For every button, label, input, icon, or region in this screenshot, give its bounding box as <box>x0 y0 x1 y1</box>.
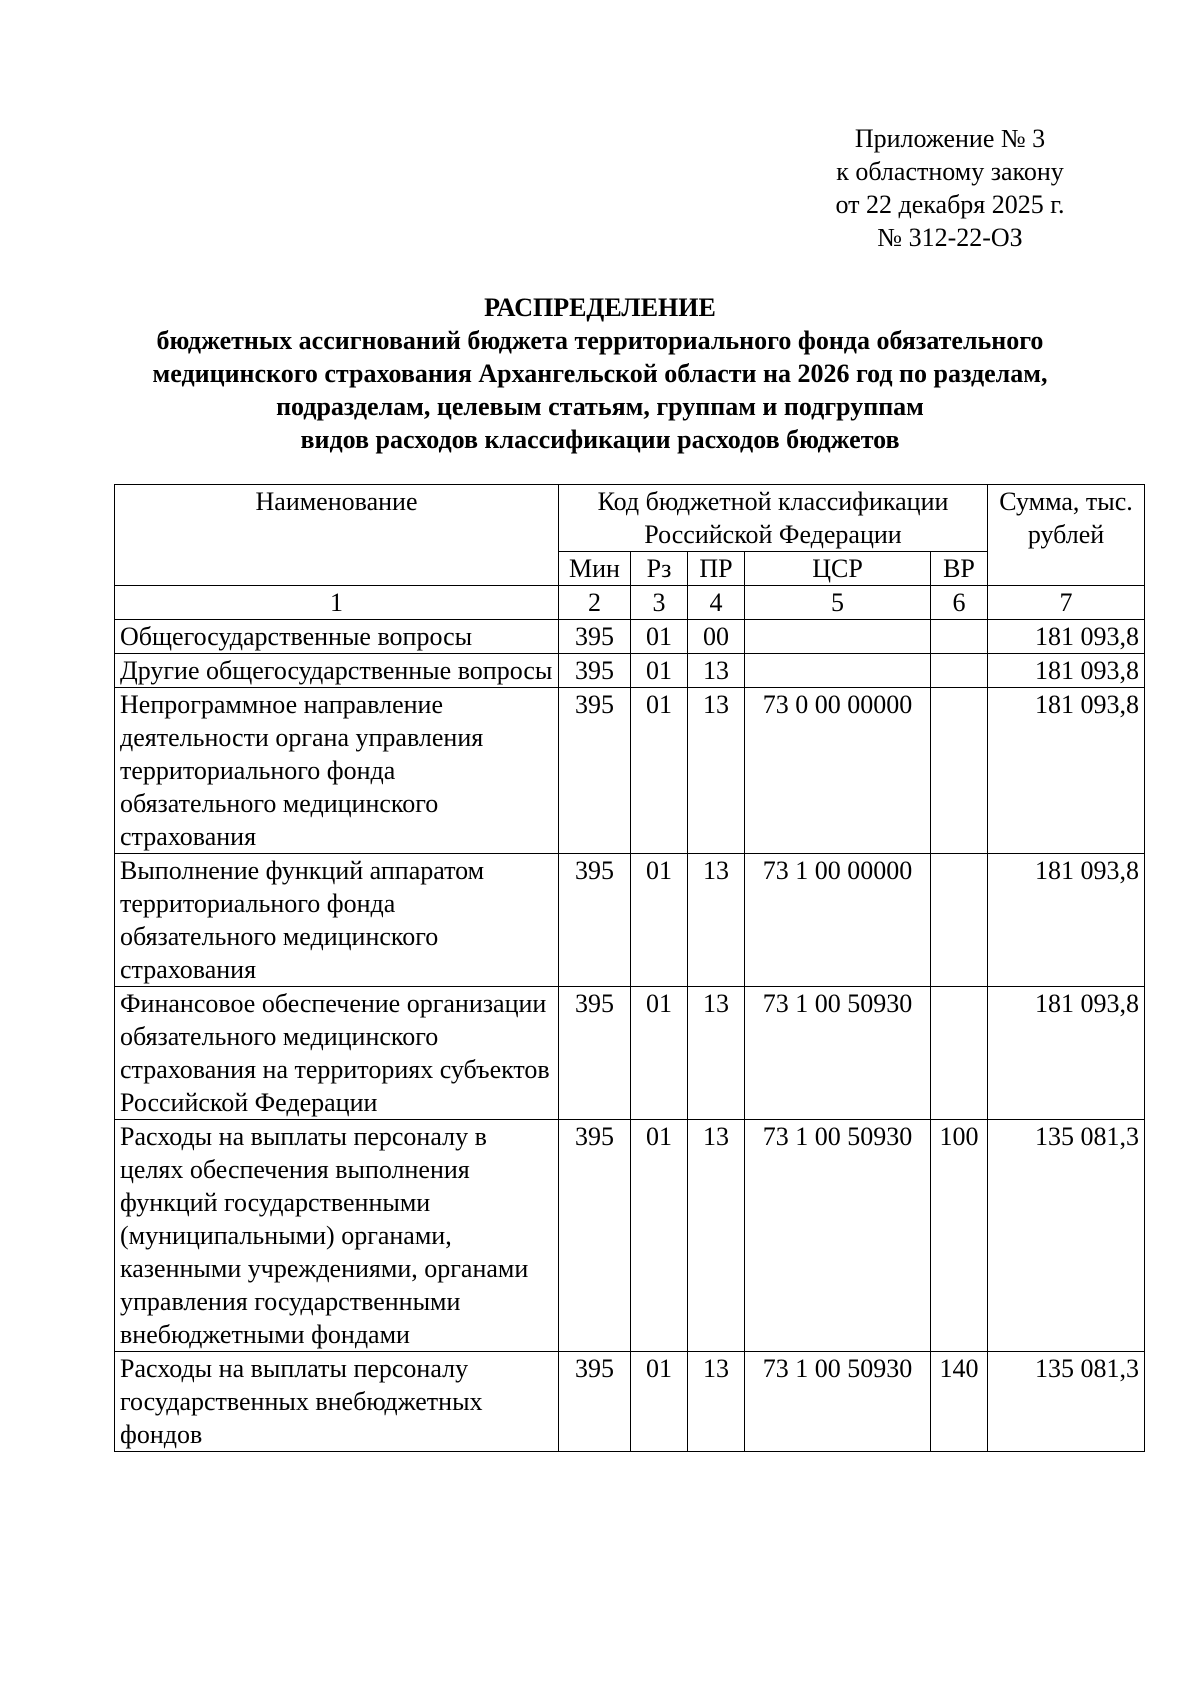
title-line: видов расходов классификации расходов бюджетов <box>300 425 900 454</box>
cell-sum: 135 081,3 <box>988 1352 1145 1452</box>
cell-vr <box>931 620 988 654</box>
appendix-line: от 22 декабря 2025 г. <box>835 190 1065 219</box>
cell-name: Общегосударственные вопросы <box>115 620 559 654</box>
cell-min: 395 <box>559 688 631 854</box>
cell-name: Непрограммное направление деятельности органа управления территориального фонда обязательного медицинского страхования <box>115 688 559 854</box>
cell-name: Выполнение функций аппаратом территориального фонда обязательного медицинского страхования <box>115 854 559 987</box>
column-number-row <box>115 586 1145 620</box>
column-number: 4 <box>688 586 745 620</box>
cell-rz: 01 <box>631 987 688 1120</box>
cell-csr <box>745 654 931 688</box>
cell-vr <box>931 987 988 1120</box>
table-row <box>115 987 1145 1120</box>
title-line: бюджетных ассигнований бюджета территориального фонда обязательного <box>156 326 1044 355</box>
cell-rz: 01 <box>631 688 688 854</box>
cell-vr: 100 <box>931 1120 988 1352</box>
column-number: 2 <box>559 586 631 620</box>
cell-pr: 13 <box>688 1120 745 1352</box>
column-number: 5 <box>745 586 931 620</box>
cell-pr: 13 <box>688 1352 745 1452</box>
header-min: Мин <box>559 552 631 586</box>
budget-table <box>114 484 1145 1452</box>
cell-sum: 135 081,3 <box>988 1120 1145 1352</box>
document-title <box>100 291 1100 456</box>
appendix-block <box>780 122 1120 254</box>
cell-rz: 01 <box>631 854 688 987</box>
cell-pr: 00 <box>688 620 745 654</box>
header-csr: ЦСР <box>745 552 931 586</box>
cell-min: 395 <box>559 620 631 654</box>
table-row <box>115 620 1145 654</box>
column-number: 3 <box>631 586 688 620</box>
header-row <box>115 485 1145 552</box>
cell-vr <box>931 654 988 688</box>
cell-pr: 13 <box>688 854 745 987</box>
cell-sum: 181 093,8 <box>988 854 1145 987</box>
title-line: медицинского страхования Архангельской области на 2026 год по разделам, <box>152 359 1048 388</box>
cell-csr: 73 1 00 50930 <box>745 987 931 1120</box>
header-code-group: Код бюджетной классификации Российской Федерации <box>559 485 988 552</box>
cell-csr: 73 1 00 50930 <box>745 1352 931 1452</box>
table-row <box>115 1352 1145 1452</box>
cell-csr: 73 0 00 00000 <box>745 688 931 854</box>
cell-name: Финансовое обеспечение организации обязательного медицинского страхования на территориях субъектов Российской Федерации <box>115 987 559 1120</box>
column-number: 7 <box>988 586 1145 620</box>
header-vr: ВР <box>931 552 988 586</box>
cell-rz: 01 <box>631 1120 688 1352</box>
cell-sum: 181 093,8 <box>988 620 1145 654</box>
cell-pr: 13 <box>688 987 745 1120</box>
header-rz: Рз <box>631 552 688 586</box>
appendix-line: к областному закону <box>836 157 1064 186</box>
cell-name: Расходы на выплаты персоналу в целях обеспечения выполнения функций государственными (муниципальными) органами, казенными учреждениями, органами управления государственными внебюджетными фондами <box>115 1120 559 1352</box>
cell-csr <box>745 620 931 654</box>
cell-min: 395 <box>559 987 631 1120</box>
cell-name: Другие общегосударственные вопросы <box>115 654 559 688</box>
cell-sum: 181 093,8 <box>988 688 1145 854</box>
cell-min: 395 <box>559 1352 631 1452</box>
header-pr: ПР <box>688 552 745 586</box>
appendix-line: № 312-22-ОЗ <box>877 223 1023 252</box>
cell-sum: 181 093,8 <box>988 987 1145 1120</box>
table-row <box>115 654 1145 688</box>
cell-csr: 73 1 00 50930 <box>745 1120 931 1352</box>
appendix-line: Приложение № 3 <box>854 124 1046 153</box>
cell-pr: 13 <box>688 654 745 688</box>
cell-min: 395 <box>559 654 631 688</box>
header-sum: Сумма, тыс. рублей <box>988 485 1145 586</box>
cell-vr <box>931 854 988 987</box>
cell-pr: 13 <box>688 688 745 854</box>
table-row <box>115 688 1145 854</box>
cell-name: Расходы на выплаты персоналу государственных внебюджетных фондов <box>115 1352 559 1452</box>
column-number: 1 <box>115 586 559 620</box>
cell-min: 395 <box>559 1120 631 1352</box>
column-number: 6 <box>931 586 988 620</box>
title-line: РАСПРЕДЕЛЕНИЕ <box>484 293 716 322</box>
cell-sum: 181 093,8 <box>988 654 1145 688</box>
cell-vr: 140 <box>931 1352 988 1452</box>
header-name: Наименование <box>115 485 559 586</box>
table-row <box>115 1120 1145 1352</box>
title-line: подразделам, целевым статьям, группам и подгруппам <box>276 392 924 421</box>
cell-min: 395 <box>559 854 631 987</box>
cell-csr: 73 1 00 00000 <box>745 854 931 987</box>
table-row <box>115 854 1145 987</box>
cell-rz: 01 <box>631 1352 688 1452</box>
cell-rz: 01 <box>631 654 688 688</box>
cell-rz: 01 <box>631 620 688 654</box>
cell-vr <box>931 688 988 854</box>
